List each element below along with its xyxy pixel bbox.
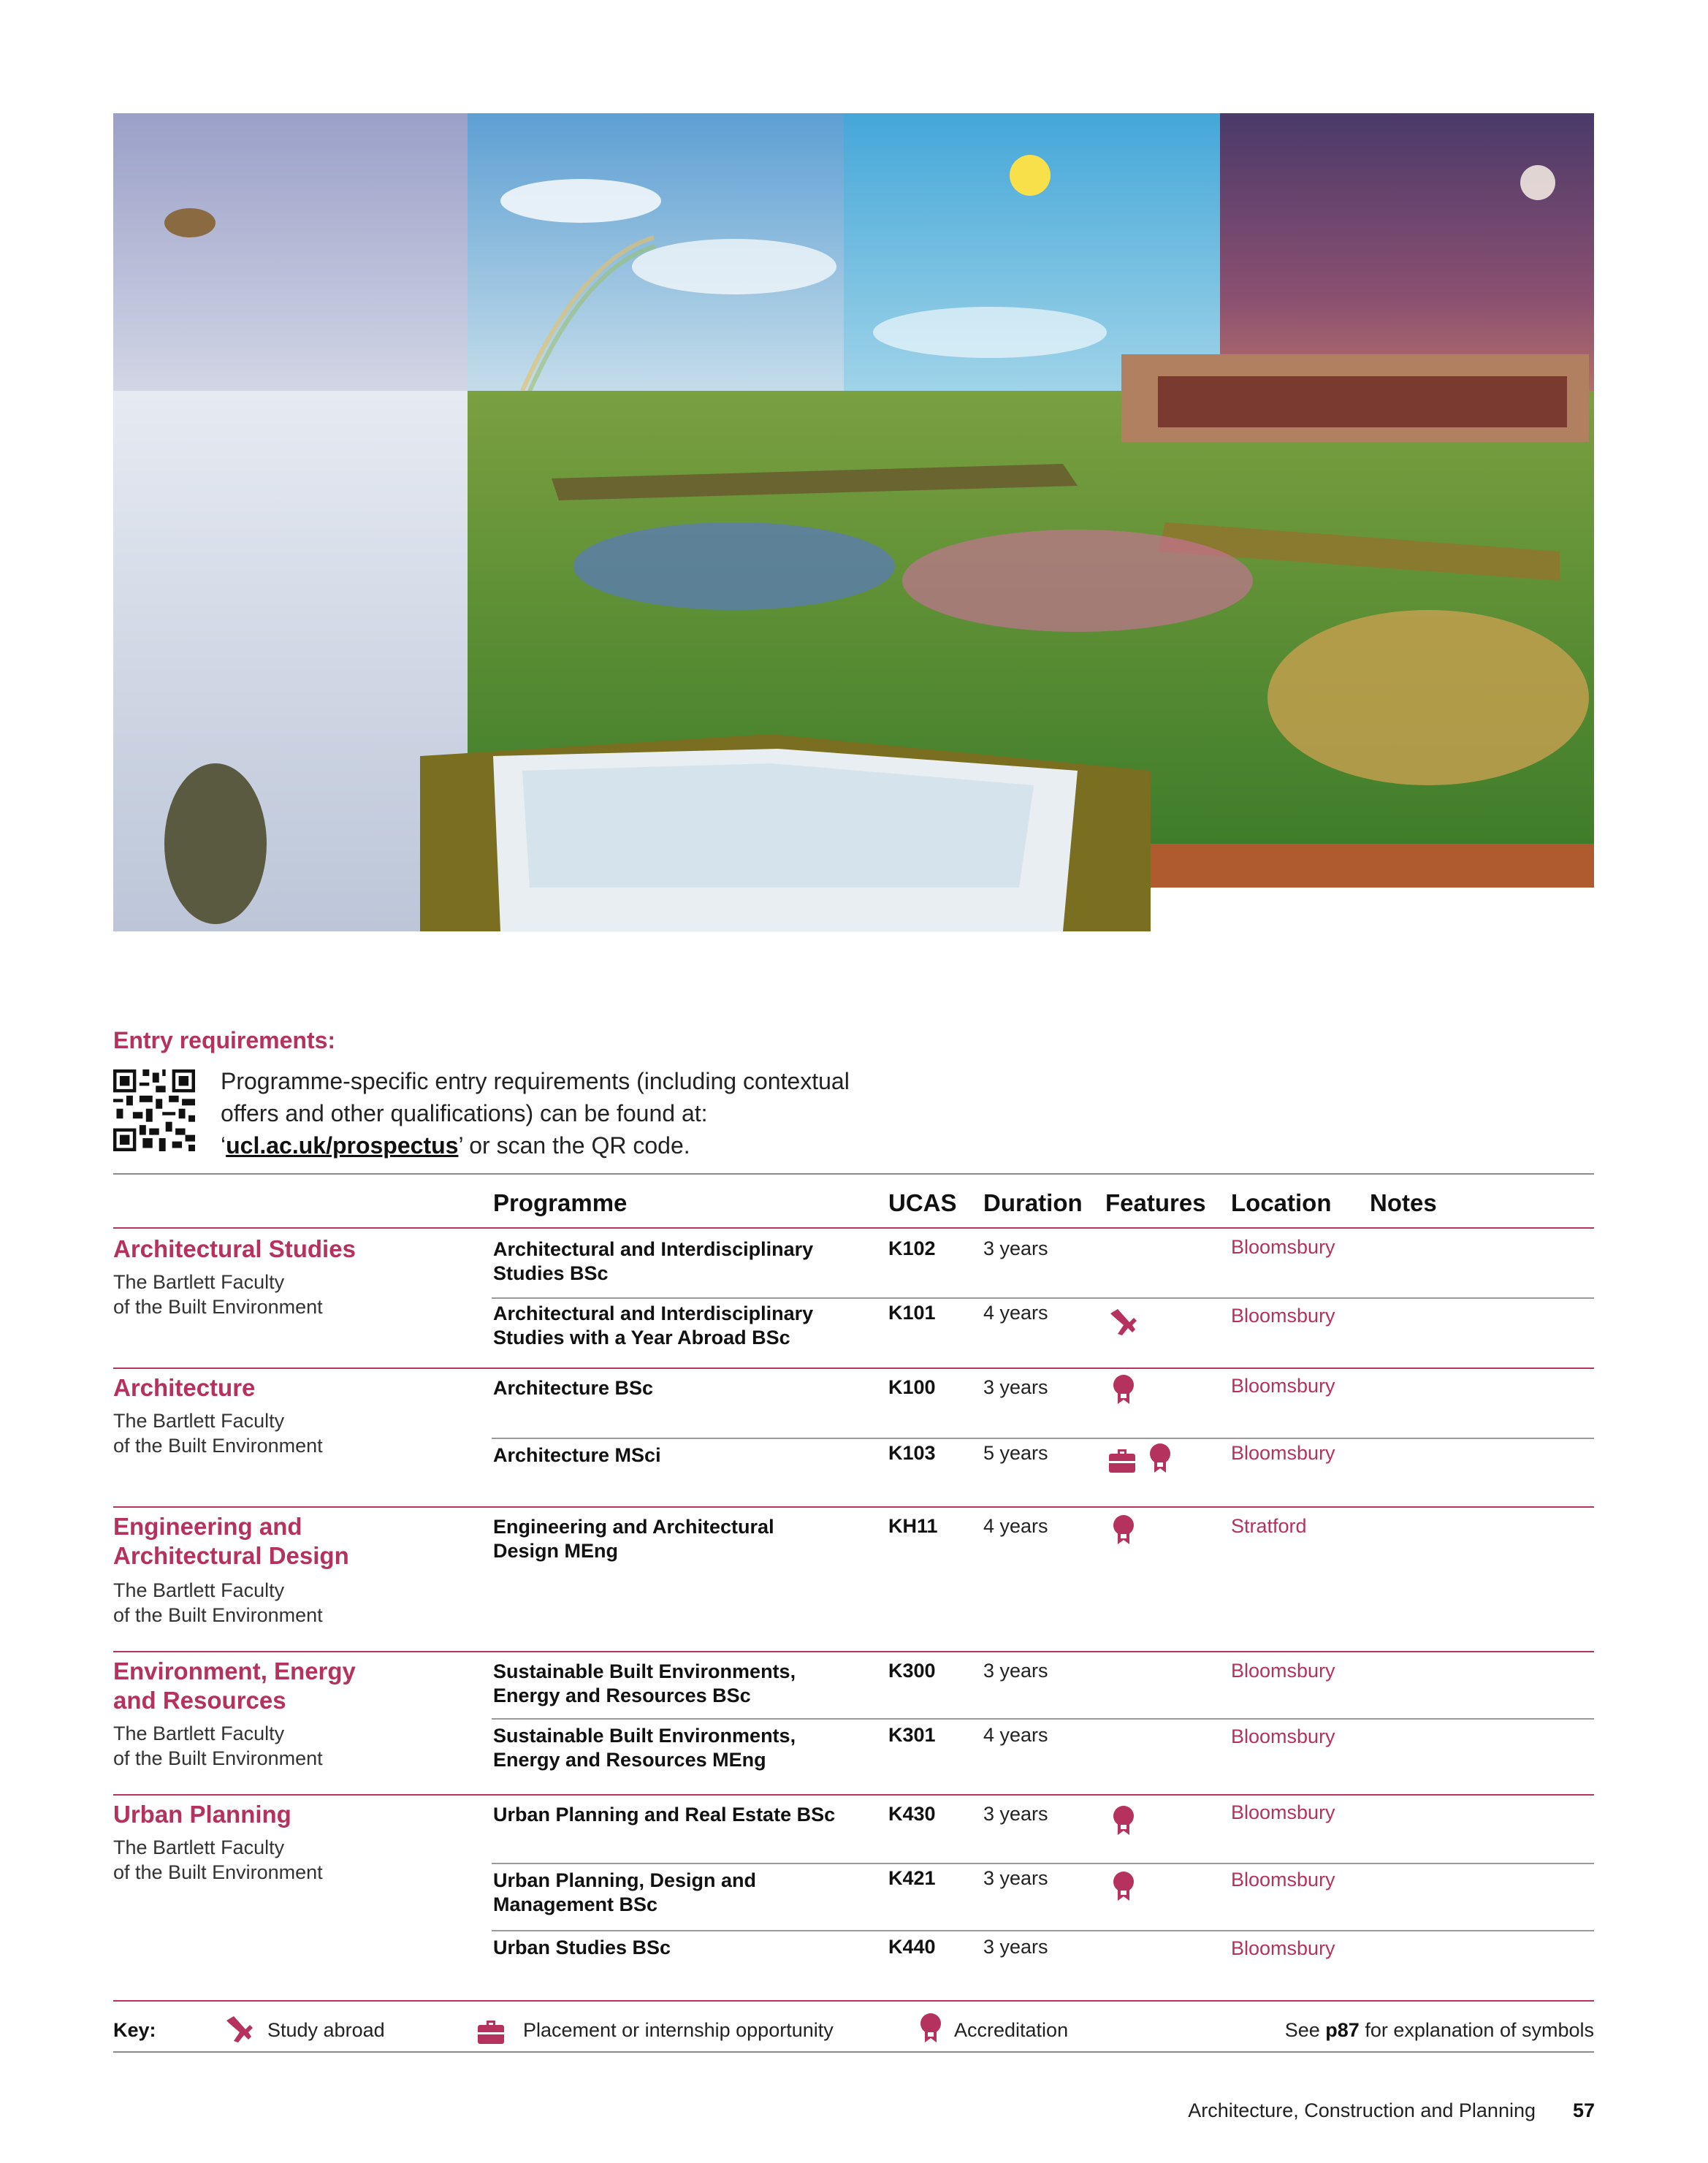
programme-name: Architecture MSci <box>493 1444 661 1466</box>
programme-line: Urban Planning, Design and <box>493 1869 757 1891</box>
programme-name <box>493 1237 880 1286</box>
subject-title-line: Architectural Design <box>113 1542 349 1569</box>
location-link[interactable]: Bloomsbury <box>1231 1236 1335 1258</box>
section-rule <box>113 1651 1594 1652</box>
footer-section-title: Architecture, Construction and Planning <box>1188 2099 1536 2121</box>
rosette-icon <box>916 2012 945 2044</box>
rosette-icon <box>1145 1442 1175 1474</box>
faculty-name <box>113 1408 449 1458</box>
programme-name <box>493 1660 880 1708</box>
entry-requirements-text <box>221 1065 893 1161</box>
faculty-line: of the Built Environment <box>113 1604 323 1626</box>
location-link[interactable]: Bloomsbury <box>1231 1442 1335 1464</box>
duration: 4 years <box>983 1515 1048 1537</box>
subject-title: Architectural Studies <box>113 1235 356 1262</box>
briefcase-icon <box>476 2015 506 2047</box>
plane-icon <box>1107 1306 1137 1338</box>
programme-line: Design MEng <box>493 1540 619 1562</box>
key-study-abroad: Study abroad <box>267 2019 385 2041</box>
rosette-icon <box>1109 1514 1138 1546</box>
col-header-location: Location <box>1231 1189 1332 1216</box>
ucas-code: KH11 <box>888 1515 938 1537</box>
programme-line: Studies with a Year Abroad BSc <box>493 1327 790 1348</box>
programme-name <box>493 1724 880 1772</box>
briefcase-icon <box>1107 1443 1137 1476</box>
programme-name <box>493 1869 880 1917</box>
subject-title-line: and Resources <box>113 1687 286 1714</box>
location-link[interactable]: Bloomsbury <box>1231 1305 1335 1327</box>
section-rule <box>113 1367 1594 1369</box>
faculty-line: The Bartlett Faculty <box>113 1836 285 1858</box>
col-header-features: Features <box>1105 1189 1206 1216</box>
key-label: Key: <box>113 2019 156 2041</box>
programme-name: Urban Studies BSc <box>493 1937 671 1958</box>
ucas-code: K300 <box>888 1660 936 1682</box>
faculty-line: of the Built Environment <box>113 1435 323 1457</box>
faculty-line: of the Built Environment <box>113 1861 323 1883</box>
table-top-rule <box>113 1173 1594 1175</box>
subject-title <box>113 1657 449 1715</box>
programme-name: Urban Planning and Real Estate BSc <box>493 1804 836 1826</box>
ucas-code: K421 <box>888 1867 936 1889</box>
key-top-rule <box>113 2000 1594 2002</box>
subject-title-line: Environment, Energy <box>113 1657 356 1685</box>
ucas-code: K301 <box>888 1724 936 1746</box>
programme-line: Management BSc <box>493 1893 658 1915</box>
programme-line: Architectural and Interdisciplinary <box>493 1302 814 1324</box>
col-header-duration: Duration <box>983 1189 1083 1216</box>
location-link[interactable]: Stratford <box>1231 1515 1307 1537</box>
row-divider <box>492 1863 1594 1864</box>
faculty-name <box>113 1270 449 1319</box>
programme-line: Studies BSc <box>493 1262 609 1284</box>
programme-line: Energy and Resources MEng <box>493 1749 766 1771</box>
ucas-code: K100 <box>888 1376 936 1398</box>
entry-text-outro: ’ or scan the QR code. <box>458 1132 690 1159</box>
section-rule <box>113 1227 1594 1229</box>
programme-line: Architectural and Interdisciplinary <box>493 1238 814 1260</box>
programme-line: Energy and Resources BSc <box>493 1685 751 1706</box>
key-symbols-note <box>1285 2019 1594 2042</box>
faculty-line: of the Built Environment <box>113 1296 323 1318</box>
programme-line: Engineering and Architectural <box>493 1516 774 1538</box>
section-rule <box>113 1794 1594 1796</box>
col-header-programme: Programme <box>493 1189 628 1216</box>
key-note-text: See <box>1284 2019 1326 2041</box>
duration: 3 years <box>983 1660 1048 1682</box>
faculty-line: The Bartlett Faculty <box>113 1271 285 1293</box>
faculty-name <box>113 1835 449 1885</box>
location-link[interactable]: Bloomsbury <box>1231 1869 1335 1891</box>
location-link[interactable]: Bloomsbury <box>1231 1937 1335 1959</box>
duration: 3 years <box>983 1936 1048 1958</box>
key-accreditation: Accreditation <box>954 2019 1069 2041</box>
hero-illustration <box>113 113 1594 931</box>
entry-text-intro: Programme-specific entry requirements (including contextual offers and other qualifications) can be found at: ‘ <box>221 1068 850 1159</box>
rosette-icon <box>1109 1373 1138 1405</box>
key-note-text: for explanation of symbols <box>1359 2019 1594 2041</box>
faculty-line: The Bartlett Faculty <box>113 1579 285 1601</box>
location-link[interactable]: Bloomsbury <box>1231 1725 1335 1747</box>
duration: 4 years <box>983 1302 1048 1324</box>
row-divider <box>492 1930 1594 1931</box>
faculty-line: of the Built Environment <box>113 1747 323 1769</box>
plane-icon <box>224 2013 253 2045</box>
ucas-code: K103 <box>888 1442 936 1464</box>
faculty-line: The Bartlett Faculty <box>113 1723 285 1744</box>
ucas-code: K101 <box>888 1302 936 1324</box>
subject-title: Urban Planning <box>113 1801 291 1828</box>
duration: 3 years <box>983 1237 1048 1259</box>
programme-name <box>493 1302 880 1350</box>
col-header-notes: Notes <box>1370 1189 1437 1216</box>
programme-name <box>493 1515 880 1563</box>
subject-title: Architecture <box>113 1374 256 1401</box>
duration: 4 years <box>983 1724 1048 1746</box>
row-divider <box>492 1718 1594 1720</box>
key-bottom-rule <box>113 2051 1594 2053</box>
faculty-line: The Bartlett Faculty <box>113 1410 285 1432</box>
duration: 3 years <box>983 1376 1048 1398</box>
location-link[interactable]: Bloomsbury <box>1231 1801 1335 1823</box>
programme-line: Sustainable Built Environments, <box>493 1725 796 1747</box>
prospectus-link[interactable]: ucl.ac.uk/prospectus <box>226 1132 459 1159</box>
duration: 3 years <box>983 1803 1048 1825</box>
programme-name: Architecture BSc <box>493 1377 654 1399</box>
location-link[interactable]: Bloomsbury <box>1231 1375 1335 1397</box>
rosette-icon <box>1109 1870 1138 1902</box>
programme-line: Sustainable Built Environments, <box>493 1660 796 1682</box>
page-number: 57 <box>1572 2099 1595 2121</box>
ucas-code: K430 <box>888 1803 936 1825</box>
page-reference-link[interactable]: p87 <box>1325 2019 1360 2041</box>
subject-title-line: Engineering and <box>113 1513 302 1540</box>
row-divider <box>492 1438 1594 1439</box>
entry-requirements-heading: Entry requirements: <box>113 1027 336 1053</box>
ucas-code: K102 <box>888 1237 936 1259</box>
faculty-name <box>113 1721 449 1771</box>
row-divider <box>492 1297 1594 1299</box>
key-placement: Placement or internship opportunity <box>523 2019 834 2041</box>
section-rule <box>113 1506 1594 1508</box>
qr-code-icon[interactable] <box>113 1069 195 1151</box>
col-header-ucas: UCAS <box>888 1189 957 1216</box>
rosette-icon <box>1109 1804 1138 1836</box>
duration: 3 years <box>983 1867 1048 1889</box>
duration: 5 years <box>983 1442 1048 1464</box>
ucas-code: K440 <box>888 1936 936 1958</box>
subject-title <box>113 1512 449 1571</box>
location-link[interactable]: Bloomsbury <box>1231 1660 1335 1682</box>
faculty-name <box>113 1578 449 1628</box>
